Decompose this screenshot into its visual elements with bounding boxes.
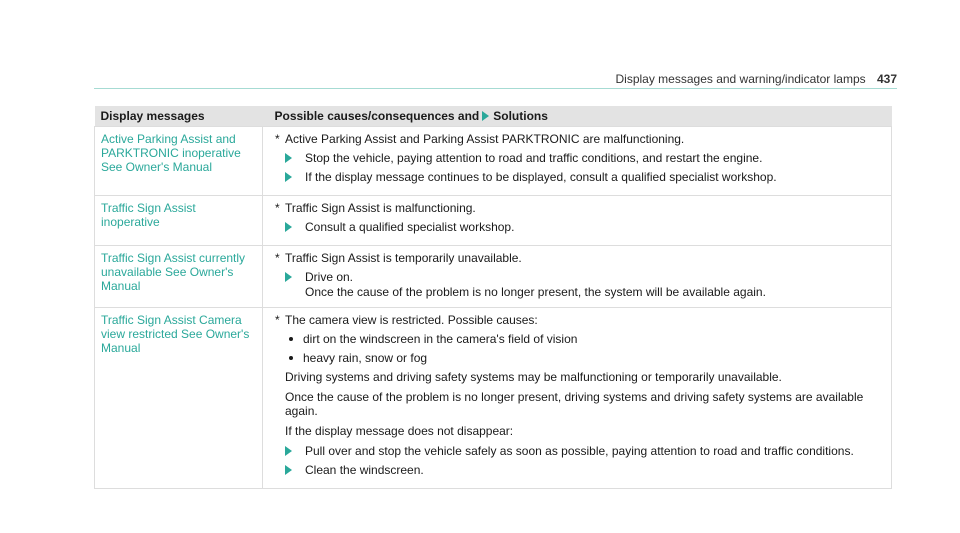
- display-messages-table: [94, 106, 892, 489]
- cause-bullet: dirt on the windscreen in the camera's field of vision: [275, 332, 885, 346]
- solution-step: If the display message continues to be displayed, consult a qualified specialist workshop.: [275, 170, 885, 184]
- cause-text: Traffic Sign Assist is temporarily unavailable.: [285, 251, 522, 265]
- arrow-right-icon: [482, 111, 489, 121]
- solution-step: Drive on.: [275, 270, 885, 284]
- table-row: [95, 308, 892, 489]
- section-title: Display messages and warning/indicator lamps: [615, 72, 866, 86]
- info-paragraph: Driving systems and driving safety systems may be malfunctioning or temporarily unavailable.: [285, 370, 782, 384]
- info-paragraph: If the display message does not disappear:: [285, 424, 514, 438]
- solution-cell: * Traffic Sign Assist is malfunctioning. Consult a qualified specialist workshop.: [263, 196, 892, 246]
- table-row: [95, 246, 892, 308]
- cause-text: Traffic Sign Assist is malfunctioning.: [285, 201, 476, 215]
- arrow-right-icon: [285, 222, 292, 232]
- solution-step: Clean the windscreen.: [275, 463, 885, 477]
- arrow-right-icon: [285, 465, 292, 475]
- arrow-right-icon: [285, 272, 292, 282]
- page-number: 437: [876, 72, 897, 86]
- solution-cell: * Traffic Sign Assist is temporarily unavailable. Drive on. Once the cause of the problem is no longer present, the system will be available again.: [263, 246, 892, 308]
- display-message: Traffic Sign Assist Camera view restricted See Owner's Manual: [95, 308, 263, 489]
- cause-bullet: heavy rain, snow or fog: [275, 351, 885, 365]
- table-row: [95, 196, 892, 246]
- solution-step: Stop the vehicle, paying attention to road and traffic conditions, and restart the engine.: [275, 151, 885, 165]
- arrow-right-icon: [285, 172, 292, 182]
- table-row: [95, 127, 892, 196]
- cause-text: Active Parking Assist and Parking Assist PARKTRONIC are malfunctioning.: [285, 132, 685, 146]
- display-message: Active Parking Assist and PARKTRONIC inoperative See Owner's Manual: [95, 127, 263, 196]
- bullet-dot-icon: [289, 356, 293, 360]
- table-header-row: [95, 106, 892, 127]
- arrow-right-icon: [285, 153, 292, 163]
- bullet-dot-icon: [289, 337, 293, 341]
- info-paragraph: Once the cause of the problem is no longer present, driving systems and driving safety systems are available again.: [285, 390, 864, 418]
- solution-cell: * Active Parking Assist and Parking Assist PARKTRONIC are malfunctioning. Stop the vehicle, paying attention to road and traffic conditions, and restart the engine. If the display message continues to be displayed, consult a qualified specialist workshop.: [263, 127, 892, 196]
- display-message: Traffic Sign Assist inoperative: [95, 196, 263, 246]
- solution-cell: * The camera view is restricted. Possible causes: dirt on the windscreen in the camera's field of vision heavy rain, snow or fog Driving systems and driving safety systems may be malfunctioning or temporarily unavailable. Once the cause of the problem is no longer present, driving systems and driving safety systems are available again. If the display message does not disappear: Pull over and stop the vehicle safely as soon as possible, paying attention to road and traffic conditions. Clean the windscreen.: [263, 308, 892, 489]
- solution-step: Pull over and stop the vehicle safely as soon as possible, paying attention to road and traffic conditions.: [275, 444, 885, 458]
- solution-step-continuation: Once the cause of the problem is no longer present, the system will be available again.: [305, 285, 766, 299]
- col-header-solutions: Possible causes/consequences and Solutions: [263, 106, 892, 127]
- cause-text: The camera view is restricted. Possible causes:: [285, 313, 538, 327]
- solution-step: Consult a qualified specialist workshop.: [275, 220, 885, 234]
- col-header-display-messages: Display messages: [95, 106, 263, 127]
- header-rule: [94, 88, 897, 89]
- display-message: Traffic Sign Assist currently unavailable See Owner's Manual: [95, 246, 263, 308]
- page-header: [616, 72, 898, 86]
- arrow-right-icon: [285, 446, 292, 456]
